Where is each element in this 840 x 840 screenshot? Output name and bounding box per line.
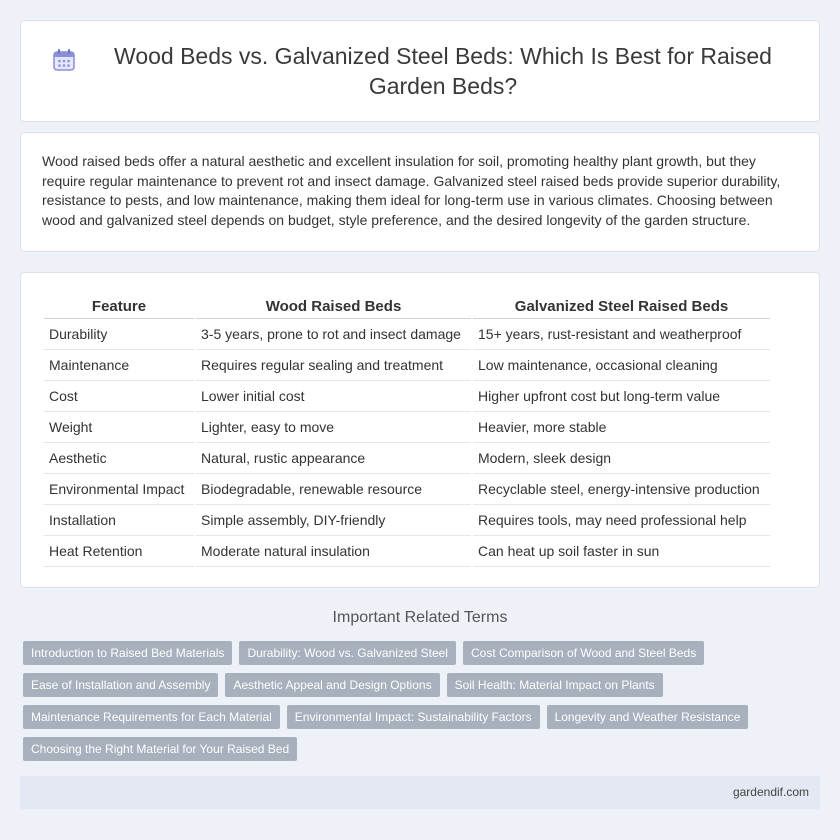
header-feature: Feature bbox=[44, 295, 194, 319]
steel-cell: Higher upfront cost but long-term value bbox=[473, 381, 770, 412]
feature-cell: Weight bbox=[44, 412, 194, 443]
comparison-card bbox=[20, 272, 820, 588]
comparison-table bbox=[42, 295, 772, 567]
steel-cell: Modern, sleek design bbox=[473, 443, 770, 474]
related-tag[interactable]: Aesthetic Appeal and Design Options bbox=[225, 673, 439, 697]
feature-cell: Durability bbox=[44, 319, 194, 350]
wood-cell: Simple assembly, DIY-friendly bbox=[196, 505, 471, 536]
page-title: Wood Beds vs. Galvanized Steel Beds: Which Is Best for Raised Garden Beds? bbox=[114, 43, 772, 99]
wood-cell: Moderate natural insulation bbox=[196, 536, 471, 567]
table-row bbox=[44, 319, 770, 350]
feature-cell: Installation bbox=[44, 505, 194, 536]
calendar-icon bbox=[51, 47, 77, 73]
feature-cell: Environmental Impact bbox=[44, 474, 194, 505]
steel-cell: Low maintenance, occasional cleaning bbox=[473, 350, 770, 381]
footer-site-link[interactable]: gardendif.com bbox=[732, 785, 809, 799]
table-row bbox=[44, 505, 770, 536]
wood-cell: Lighter, easy to move bbox=[196, 412, 471, 443]
intro-card bbox=[20, 132, 820, 252]
intro-paragraph: Wood raised beds offer a natural aesthetic and excellent insulation for soil, promoting healthy plant growth, but they require regular maintenance to prevent rot and insect damage. Galvanized steel raised beds provide superior durability, resistance to pests, and low maintenance, making them ideal for long-term use in various climates. Choosing between wood and galvanized steel depends on budget, style preference, and the desired longevity of the garden structure. bbox=[42, 153, 781, 228]
related-tags bbox=[23, 641, 803, 769]
title-card bbox=[20, 20, 820, 122]
wood-cell: Requires regular sealing and treatment bbox=[196, 350, 471, 381]
steel-cell: Requires tools, may need professional help bbox=[473, 505, 770, 536]
related-terms-heading: Important Related Terms bbox=[332, 609, 508, 626]
table-row bbox=[44, 443, 770, 474]
feature-cell: Cost bbox=[44, 381, 194, 412]
header-wood: Wood Raised Beds bbox=[196, 295, 471, 319]
feature-cell: Aesthetic bbox=[44, 443, 194, 474]
related-tag[interactable]: Durability: Wood vs. Galvanized Steel bbox=[239, 641, 456, 665]
wood-cell: Biodegradable, renewable resource bbox=[196, 474, 471, 505]
wood-cell: 3-5 years, prone to rot and insect damage bbox=[196, 319, 471, 350]
header-steel: Galvanized Steel Raised Beds bbox=[473, 295, 770, 319]
table-row bbox=[44, 350, 770, 381]
steel-cell: Can heat up soil faster in sun bbox=[473, 536, 770, 567]
feature-cell: Heat Retention bbox=[44, 536, 194, 567]
related-tag[interactable]: Longevity and Weather Resistance bbox=[547, 705, 749, 729]
related-tag[interactable]: Choosing the Right Material for Your Raised Bed bbox=[23, 737, 297, 761]
related-tag[interactable]: Ease of Installation and Assembly bbox=[23, 673, 218, 697]
table-row bbox=[44, 412, 770, 443]
related-tag[interactable]: Soil Health: Material Impact on Plants bbox=[447, 673, 663, 697]
related-tag[interactable]: Introduction to Raised Bed Materials bbox=[23, 641, 232, 665]
table-row bbox=[44, 474, 770, 505]
related-tag[interactable]: Cost Comparison of Wood and Steel Beds bbox=[463, 641, 704, 665]
wood-cell: Lower initial cost bbox=[196, 381, 471, 412]
steel-cell: 15+ years, rust-resistant and weatherproof bbox=[473, 319, 770, 350]
wood-cell: Natural, rustic appearance bbox=[196, 443, 471, 474]
related-tag[interactable]: Environmental Impact: Sustainability Factors bbox=[287, 705, 540, 729]
table-row bbox=[44, 536, 770, 567]
footer bbox=[20, 776, 820, 809]
related-tag[interactable]: Maintenance Requirements for Each Material bbox=[23, 705, 280, 729]
steel-cell: Recyclable steel, energy-intensive production bbox=[473, 474, 770, 505]
feature-cell: Maintenance bbox=[44, 350, 194, 381]
table-row bbox=[44, 381, 770, 412]
table-header-row bbox=[44, 295, 770, 319]
steel-cell: Heavier, more stable bbox=[473, 412, 770, 443]
title-wrap bbox=[21, 21, 819, 121]
